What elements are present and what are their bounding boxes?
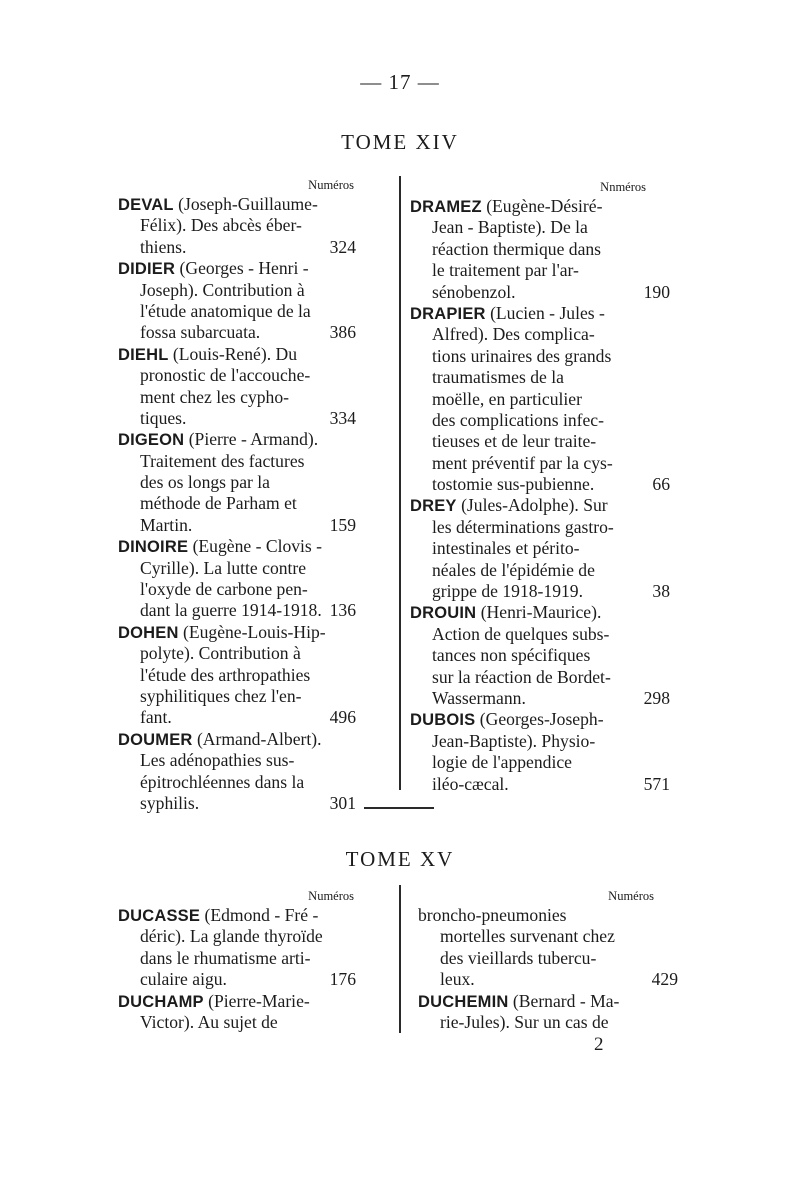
entry-text: (Jules-Adolphe). Sur <box>461 495 608 516</box>
entry-line <box>118 451 366 472</box>
entry-line <box>118 1012 366 1033</box>
entry-line <box>118 429 366 450</box>
entry-text: ment préventif par la cys- <box>432 452 613 473</box>
entry-line <box>410 581 658 602</box>
author-surname: DOHEN <box>118 623 179 642</box>
entry-line <box>118 750 366 771</box>
entry-text: (Eugène-Louis-Hip- <box>183 621 326 642</box>
entry-line <box>410 560 658 581</box>
entry-text: culaire aigu. <box>140 969 227 990</box>
thesis-number: 176 <box>329 969 356 990</box>
entry-text: logie de l'appendice <box>432 752 572 773</box>
entry-line <box>418 969 666 990</box>
entry-text: Alfred). Des complica- <box>432 324 595 345</box>
entry-text: néales de l'épidémie de <box>432 559 595 580</box>
entry-text: réaction thermique dans <box>432 238 602 259</box>
entry-text: Martin. <box>140 514 193 535</box>
entry-line <box>410 624 658 645</box>
entry-text: sur la réaction de Bordet- <box>432 666 611 687</box>
thesis-number: 159 <box>329 514 356 535</box>
entry-line <box>118 558 366 579</box>
entry-line <box>118 665 366 686</box>
entry-line <box>418 991 666 1012</box>
entry-text: des complications infec- <box>432 409 604 430</box>
author-surname: DUCHEMIN <box>418 992 509 1011</box>
thesis-entry <box>118 729 366 815</box>
entry-text: intestinales et périto- <box>432 538 580 559</box>
entry-text: (Armand-Albert). <box>196 728 322 749</box>
author-surname: DIGEON <box>118 431 185 450</box>
entry-text: (Eugène - Clovis - <box>192 536 323 557</box>
entry-text: (Pierre-Marie- <box>208 990 310 1011</box>
author-surname: DIDIER <box>118 260 176 279</box>
entry-text: déric). La glande thyroïde <box>140 926 323 947</box>
entry-line <box>118 991 366 1012</box>
entry-text: grippe de 1918-1919. <box>432 581 583 602</box>
entry-text: ment chez les cypho- <box>140 386 289 407</box>
entry-line <box>118 472 366 493</box>
entry-line <box>410 688 658 709</box>
entry-text: fant. <box>140 707 172 728</box>
entry-text: thiens. <box>140 236 187 257</box>
entry-text: (Bernard - Ma- <box>512 990 620 1011</box>
entry-text: tostomie sus-pubienne. <box>432 474 595 495</box>
entry-line <box>410 453 658 474</box>
author-surname: DIEHL <box>118 345 169 364</box>
entry-line <box>118 686 366 707</box>
entry-line <box>410 774 658 795</box>
entry-text: moëlle, en particulier <box>432 388 582 409</box>
entry-line <box>410 217 658 238</box>
entry-text: fossa subarcuata. <box>140 322 261 343</box>
thesis-number: 571 <box>643 773 670 794</box>
entry-text: Traitement des factures <box>140 450 305 471</box>
thesis-number: 66 <box>652 474 670 495</box>
author-surname: DINOIRE <box>118 538 189 557</box>
entry-text: l'oxyde de carbone pen- <box>140 579 308 600</box>
entry-text: (Pierre - Armand). <box>188 429 319 450</box>
entry-text: (Georges-Joseph- <box>479 709 604 730</box>
section-separator <box>364 807 434 809</box>
thesis-number: 496 <box>329 707 356 728</box>
entry-text: (Lucien - Jules - <box>490 302 605 323</box>
entry-text: tions urinaires des grands <box>432 345 612 366</box>
entry-text: leux. <box>440 969 475 990</box>
thesis-number: 136 <box>329 600 356 621</box>
author-surname: DUCASSE <box>118 907 201 925</box>
thesis-entry <box>118 905 366 991</box>
thesis-number: 386 <box>329 322 356 343</box>
entry-text: broncho-pneumonies <box>418 905 567 925</box>
entry-line <box>418 905 666 926</box>
thesis-number: 429 <box>651 969 678 990</box>
entry-line <box>118 536 366 557</box>
entry-line <box>410 474 658 495</box>
author-surname: DRAMEZ <box>410 198 482 216</box>
thesis-number: 301 <box>329 792 356 813</box>
entry-text: tieuses et de leur traite- <box>432 431 597 452</box>
tome-xv-left-column <box>118 887 366 1033</box>
entry-line <box>118 280 366 301</box>
thesis-entry <box>410 302 670 496</box>
entry-line <box>410 709 658 730</box>
thesis-entry <box>118 258 366 344</box>
entry-text: traumatismes de la <box>432 367 564 388</box>
entry-text: Cyrille). La lutte contre <box>140 557 307 578</box>
entry-text: (Edmond - Fré - <box>204 905 319 925</box>
entry-line <box>410 731 658 752</box>
numbers-column-header: Nnméros <box>600 180 646 194</box>
thesis-entry <box>410 495 670 602</box>
author-surname: DUCHAMP <box>118 992 204 1011</box>
thesis-number: 324 <box>329 236 356 257</box>
entry-text: rie-Jules). Sur un cas de <box>440 1011 609 1032</box>
entry-line <box>118 579 366 600</box>
tome-xiv-heading: TOME XIV <box>341 130 459 154</box>
entry-line <box>418 926 666 947</box>
tome-xv-right-column <box>418 887 678 1033</box>
entry-line <box>118 365 366 386</box>
entry-line <box>410 303 658 324</box>
entry-text: (Georges - Henri - <box>179 258 309 279</box>
entry-text: le traitement par l'ar- <box>432 260 579 281</box>
entry-line <box>118 926 366 947</box>
page-number: — 17 — <box>360 70 440 94</box>
entry-text: tances non spécifiques <box>432 645 591 666</box>
entry-text: mortelles survenant chez <box>440 926 615 947</box>
entry-text: (Joseph-Guillaume- <box>178 194 318 214</box>
thesis-entry <box>118 344 366 430</box>
entry-text: polyte). Contribution à <box>140 643 301 664</box>
tome-xiv-right-column <box>410 178 670 795</box>
entry-line <box>118 301 366 322</box>
numbers-column-header: Numéros <box>308 178 354 192</box>
entry-line <box>118 948 366 969</box>
thesis-number: 298 <box>643 687 670 708</box>
numbers-column-header: Numéros <box>608 889 654 903</box>
entry-line <box>118 493 366 514</box>
entry-text: Jean-Baptiste). Physio- <box>432 730 596 751</box>
entry-line <box>118 215 366 236</box>
entry-text: épitrochléennes dans la <box>140 771 305 792</box>
entry-line <box>118 729 366 750</box>
signature-mark: 2 <box>594 1034 604 1055</box>
thesis-number: 190 <box>643 281 670 302</box>
author-surname: DRAPIER <box>410 304 486 323</box>
thesis-entry <box>410 602 670 709</box>
entry-line <box>118 905 366 926</box>
entry-text: sénobenzol. <box>432 281 516 302</box>
entry-line <box>118 772 366 793</box>
entry-line <box>410 431 658 452</box>
thesis-entry <box>418 905 678 991</box>
entry-line <box>410 282 658 303</box>
thesis-entry <box>118 622 366 729</box>
entry-text: méthode de Parham et <box>140 493 297 514</box>
entry-line <box>118 387 366 408</box>
entry-line <box>410 602 658 623</box>
author-surname: DROUIN <box>410 604 477 623</box>
entry-line <box>410 346 658 367</box>
thesis-entry <box>418 991 666 1034</box>
entry-text: Joseph). Contribution à <box>140 279 305 300</box>
entry-text: dant la guerre 1914-1918. <box>140 600 322 621</box>
author-surname: DUBOIS <box>410 711 476 730</box>
entry-text: Jean - Baptiste). De la <box>432 217 588 238</box>
thesis-entry <box>410 709 670 795</box>
entry-text: Action de quelques subs- <box>432 623 610 644</box>
entry-text: Les adénopathies sus- <box>140 750 295 771</box>
tome-xiv-left-column <box>118 176 366 814</box>
entry-text: l'étude anatomique de la <box>140 300 311 321</box>
entry-line <box>410 517 658 538</box>
column-divider <box>399 885 401 1033</box>
entry-text: Félix). Des abcès éber- <box>140 215 302 236</box>
entry-line <box>410 389 658 410</box>
entry-line <box>410 367 658 388</box>
author-surname: DREY <box>410 497 457 516</box>
entry-line <box>410 260 658 281</box>
thesis-number: 334 <box>329 407 356 428</box>
entry-line <box>118 344 366 365</box>
entry-line <box>410 752 658 773</box>
entry-text: des os longs par la <box>140 472 270 493</box>
entry-line <box>410 410 658 431</box>
thesis-entry <box>118 991 366 1034</box>
entry-text: (Louis-René). Du <box>172 343 298 364</box>
entry-line <box>418 1012 666 1033</box>
entry-line <box>410 645 658 666</box>
numbers-column-header: Numéros <box>308 889 354 903</box>
entry-text: syphilitiques chez l'en- <box>140 685 302 706</box>
entry-text: (Eugène-Désiré- <box>486 196 603 216</box>
entry-line <box>410 667 658 688</box>
entry-text: des vieillards tubercu- <box>440 947 597 968</box>
entry-line <box>410 324 658 345</box>
entry-line <box>410 196 658 217</box>
entry-text: syphilis. <box>140 792 200 813</box>
entry-line <box>410 495 658 516</box>
column-divider <box>399 176 401 790</box>
thesis-entry <box>118 536 366 622</box>
thesis-entry <box>118 194 366 258</box>
entry-line <box>410 239 658 260</box>
entry-line <box>410 538 658 559</box>
entry-line <box>418 948 666 969</box>
entry-line <box>118 194 366 215</box>
entry-text: dans le rhumatisme arti- <box>140 947 311 968</box>
author-surname: DEVAL <box>118 196 174 214</box>
entry-text: pronostic de l'accouche- <box>140 365 311 386</box>
entry-text: Wassermann. <box>432 687 526 708</box>
entry-line <box>118 643 366 664</box>
tome-xv-heading: TOME XV <box>345 847 455 871</box>
thesis-entry <box>410 196 670 303</box>
entry-text: Victor). Au sujet de <box>140 1011 278 1032</box>
entry-text: iléo-cæcal. <box>432 773 509 794</box>
entry-text: tiques. <box>140 407 187 428</box>
entry-text: l'étude des arthropathies <box>140 664 311 685</box>
entry-text: les déterminations gastro- <box>432 516 614 537</box>
entry-line <box>118 622 366 643</box>
thesis-entry <box>118 429 366 536</box>
thesis-number: 38 <box>652 581 670 602</box>
entry-text: (Henri-Maurice). <box>480 602 602 623</box>
entry-line <box>118 258 366 279</box>
author-surname: DOUMER <box>118 730 193 749</box>
